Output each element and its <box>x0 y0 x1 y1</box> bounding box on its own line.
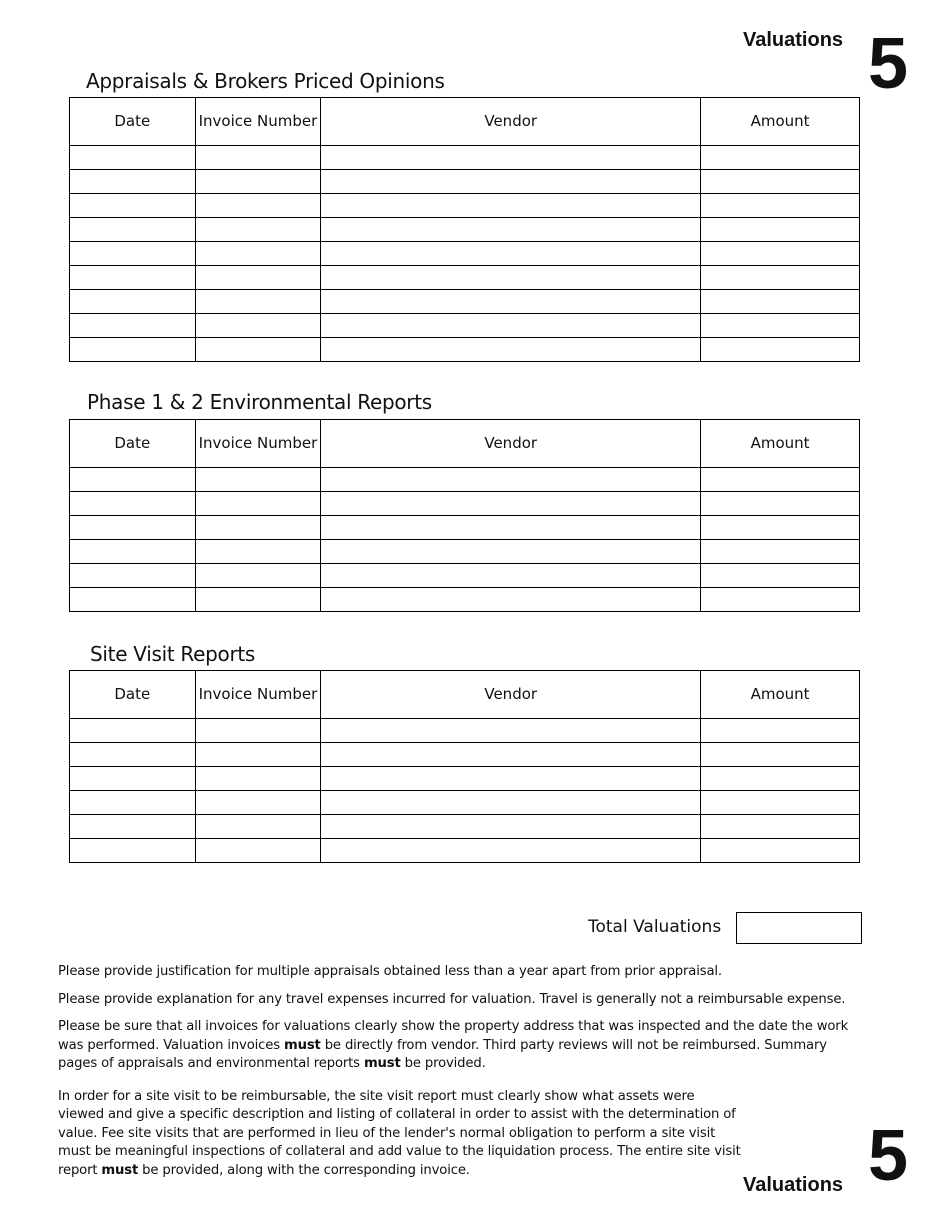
cell-vendor[interactable] <box>321 516 701 540</box>
cell-date[interactable] <box>70 146 196 170</box>
column-header-invoice-number: Invoice Number <box>195 671 321 719</box>
cell-date[interactable] <box>70 588 196 612</box>
table-row <box>70 492 860 516</box>
table-row <box>70 540 860 564</box>
cell-vendor[interactable] <box>321 146 701 170</box>
cell-invoice-number[interactable] <box>195 314 321 338</box>
cell-invoice-number[interactable] <box>195 290 321 314</box>
appraisals-table <box>69 97 860 362</box>
cell-amount[interactable] <box>701 839 860 863</box>
table-row <box>70 194 860 218</box>
table-row <box>70 266 860 290</box>
cell-date[interactable] <box>70 492 196 516</box>
table-row <box>70 719 860 743</box>
cell-invoice-number[interactable] <box>195 839 321 863</box>
note-site-visit <box>58 1088 743 1181</box>
table-row <box>70 791 860 815</box>
cell-date[interactable] <box>70 194 196 218</box>
cell-date[interactable] <box>70 468 196 492</box>
cell-invoice-number[interactable] <box>195 719 321 743</box>
cell-vendor[interactable] <box>321 492 701 516</box>
page-header-number: 5 <box>868 24 909 104</box>
note-text: In order for a site visit to be reimbursable, the site visit report must clearly show what assets were viewed and give a specific description and listing of collateral in order to assist with the determination of value. Fee site visits that are performed in lieu of the lender's normal obligation to perform a site visit must be meaningful inspections of collateral and add value to the liquidation process. The entire site visit report <box>58 1088 741 1178</box>
cell-vendor[interactable] <box>321 338 701 362</box>
table-row <box>70 468 860 492</box>
cell-vendor[interactable] <box>321 564 701 588</box>
table-header-row <box>70 420 860 468</box>
cell-date[interactable] <box>70 170 196 194</box>
cell-vendor[interactable] <box>321 815 701 839</box>
cell-vendor[interactable] <box>321 242 701 266</box>
cell-vendor[interactable] <box>321 314 701 338</box>
total-valuations-label: Total Valuations <box>588 917 722 937</box>
table-row <box>70 218 860 242</box>
table-row <box>70 743 860 767</box>
cell-amount[interactable] <box>701 588 860 612</box>
cell-amount[interactable] <box>701 516 860 540</box>
environmental-table <box>69 419 860 612</box>
cell-invoice-number[interactable] <box>195 743 321 767</box>
cell-amount[interactable] <box>701 791 860 815</box>
column-header-vendor: Vendor <box>321 671 701 719</box>
column-header-invoice-number: Invoice Number <box>195 98 321 146</box>
note-invoices <box>58 1018 868 1074</box>
cell-invoice-number[interactable] <box>195 338 321 362</box>
column-header-date: Date <box>70 420 196 468</box>
column-header-vendor: Vendor <box>321 98 701 146</box>
cell-vendor[interactable] <box>321 767 701 791</box>
note-text: Please be sure that all invoices for valuations clearly show the property address that was inspected and the date the work was performed. Valuation invoices <box>58 1019 849 1053</box>
column-header-amount: Amount <box>701 98 860 146</box>
column-header-date: Date <box>70 98 196 146</box>
cell-invoice-number[interactable] <box>195 170 321 194</box>
cell-invoice-number[interactable] <box>195 146 321 170</box>
cell-date[interactable] <box>70 516 196 540</box>
instructions <box>58 963 868 1189</box>
cell-vendor[interactable] <box>321 540 701 564</box>
cell-invoice-number[interactable] <box>195 588 321 612</box>
table-row <box>70 314 860 338</box>
cell-date[interactable] <box>70 314 196 338</box>
cell-date[interactable] <box>70 791 196 815</box>
column-header-vendor: Vendor <box>321 420 701 468</box>
cell-invoice-number[interactable] <box>195 492 321 516</box>
section-title-site-visit: Site Visit Reports <box>90 642 256 666</box>
cell-vendor[interactable] <box>321 290 701 314</box>
note-emphasis: must <box>363 1056 401 1071</box>
cell-amount[interactable] <box>701 170 860 194</box>
table-header-row <box>70 98 860 146</box>
cell-vendor[interactable] <box>321 719 701 743</box>
cell-amount[interactable] <box>701 564 860 588</box>
cell-vendor[interactable] <box>321 468 701 492</box>
cell-invoice-number[interactable] <box>195 468 321 492</box>
cell-invoice-number[interactable] <box>195 564 321 588</box>
cell-invoice-number[interactable] <box>195 242 321 266</box>
cell-vendor[interactable] <box>321 218 701 242</box>
cell-vendor[interactable] <box>321 194 701 218</box>
table-row <box>70 564 860 588</box>
page-footer-title: Valuations <box>743 1174 844 1196</box>
table-row <box>70 170 860 194</box>
cell-vendor[interactable] <box>321 743 701 767</box>
cell-date[interactable] <box>70 815 196 839</box>
cell-amount[interactable] <box>701 242 860 266</box>
cell-amount[interactable] <box>701 194 860 218</box>
cell-vendor[interactable] <box>321 839 701 863</box>
cell-amount[interactable] <box>701 468 860 492</box>
table-row <box>70 839 860 863</box>
cell-amount[interactable] <box>701 266 860 290</box>
cell-amount[interactable] <box>701 146 860 170</box>
cell-vendor[interactable] <box>321 588 701 612</box>
table-row <box>70 290 860 314</box>
cell-amount[interactable] <box>701 719 860 743</box>
note-text: be provided, along with the corresponding invoice. <box>138 1162 470 1178</box>
column-header-amount: Amount <box>701 671 860 719</box>
cell-amount[interactable] <box>701 767 860 791</box>
cell-date[interactable] <box>70 839 196 863</box>
cell-vendor[interactable] <box>321 170 701 194</box>
cell-date[interactable] <box>70 242 196 266</box>
note-text: be provided. <box>400 1056 486 1071</box>
note-text: be directly from vendor. Third party reviews will not be reimbursed. Summary pages of appraisals and environmental reports <box>58 1037 827 1071</box>
cell-invoice-number[interactable] <box>195 516 321 540</box>
cell-vendor[interactable] <box>321 266 701 290</box>
cell-amount[interactable] <box>701 338 860 362</box>
table-row <box>70 338 860 362</box>
cell-date[interactable] <box>70 719 196 743</box>
section-title-appraisals: Appraisals & Brokers Priced Opinions <box>86 69 445 93</box>
cell-vendor[interactable] <box>321 791 701 815</box>
note-travel-expenses: Please provide explanation for any travel expenses incurred for valuation. Travel is generally not a reimbursable expense. <box>58 991 846 1007</box>
cell-amount[interactable] <box>701 290 860 314</box>
cell-invoice-number[interactable] <box>195 815 321 839</box>
site-visit-table <box>69 670 860 863</box>
cell-amount[interactable] <box>701 743 860 767</box>
note-multiple-appraisals: Please provide justification for multiple appraisals obtained less than a year apart from prior appraisal. <box>58 964 722 979</box>
section-title-environmental: Phase 1 & 2 Environmental Reports <box>87 390 432 414</box>
table-header-row <box>70 671 860 719</box>
cell-date[interactable] <box>70 743 196 767</box>
cell-invoice-number[interactable] <box>195 194 321 218</box>
page-footer-number: 5 <box>868 1116 909 1196</box>
cell-amount[interactable] <box>701 492 860 516</box>
cell-invoice-number[interactable] <box>195 791 321 815</box>
cell-date[interactable] <box>70 266 196 290</box>
table-row <box>70 767 860 791</box>
total-valuations-field[interactable] <box>736 912 862 944</box>
cell-date[interactable] <box>70 218 196 242</box>
cell-date[interactable] <box>70 338 196 362</box>
cell-invoice-number[interactable] <box>195 218 321 242</box>
column-header-amount: Amount <box>701 420 860 468</box>
column-header-invoice-number: Invoice Number <box>195 420 321 468</box>
cell-date[interactable] <box>70 564 196 588</box>
cell-invoice-number[interactable] <box>195 767 321 791</box>
cell-amount[interactable] <box>701 218 860 242</box>
cell-date[interactable] <box>70 540 196 564</box>
cell-amount[interactable] <box>701 815 860 839</box>
note-emphasis: must <box>101 1162 139 1178</box>
cell-date[interactable] <box>70 767 196 791</box>
table-row <box>70 146 860 170</box>
page-header-title: Valuations <box>743 29 844 51</box>
cell-amount[interactable] <box>701 540 860 564</box>
column-header-date: Date <box>70 671 196 719</box>
cell-amount[interactable] <box>701 314 860 338</box>
cell-date[interactable] <box>70 290 196 314</box>
table-row <box>70 516 860 540</box>
table-row <box>70 588 860 612</box>
table-row <box>70 242 860 266</box>
table-row <box>70 815 860 839</box>
note-emphasis: must <box>283 1037 321 1053</box>
cell-invoice-number[interactable] <box>195 540 321 564</box>
cell-invoice-number[interactable] <box>195 266 321 290</box>
